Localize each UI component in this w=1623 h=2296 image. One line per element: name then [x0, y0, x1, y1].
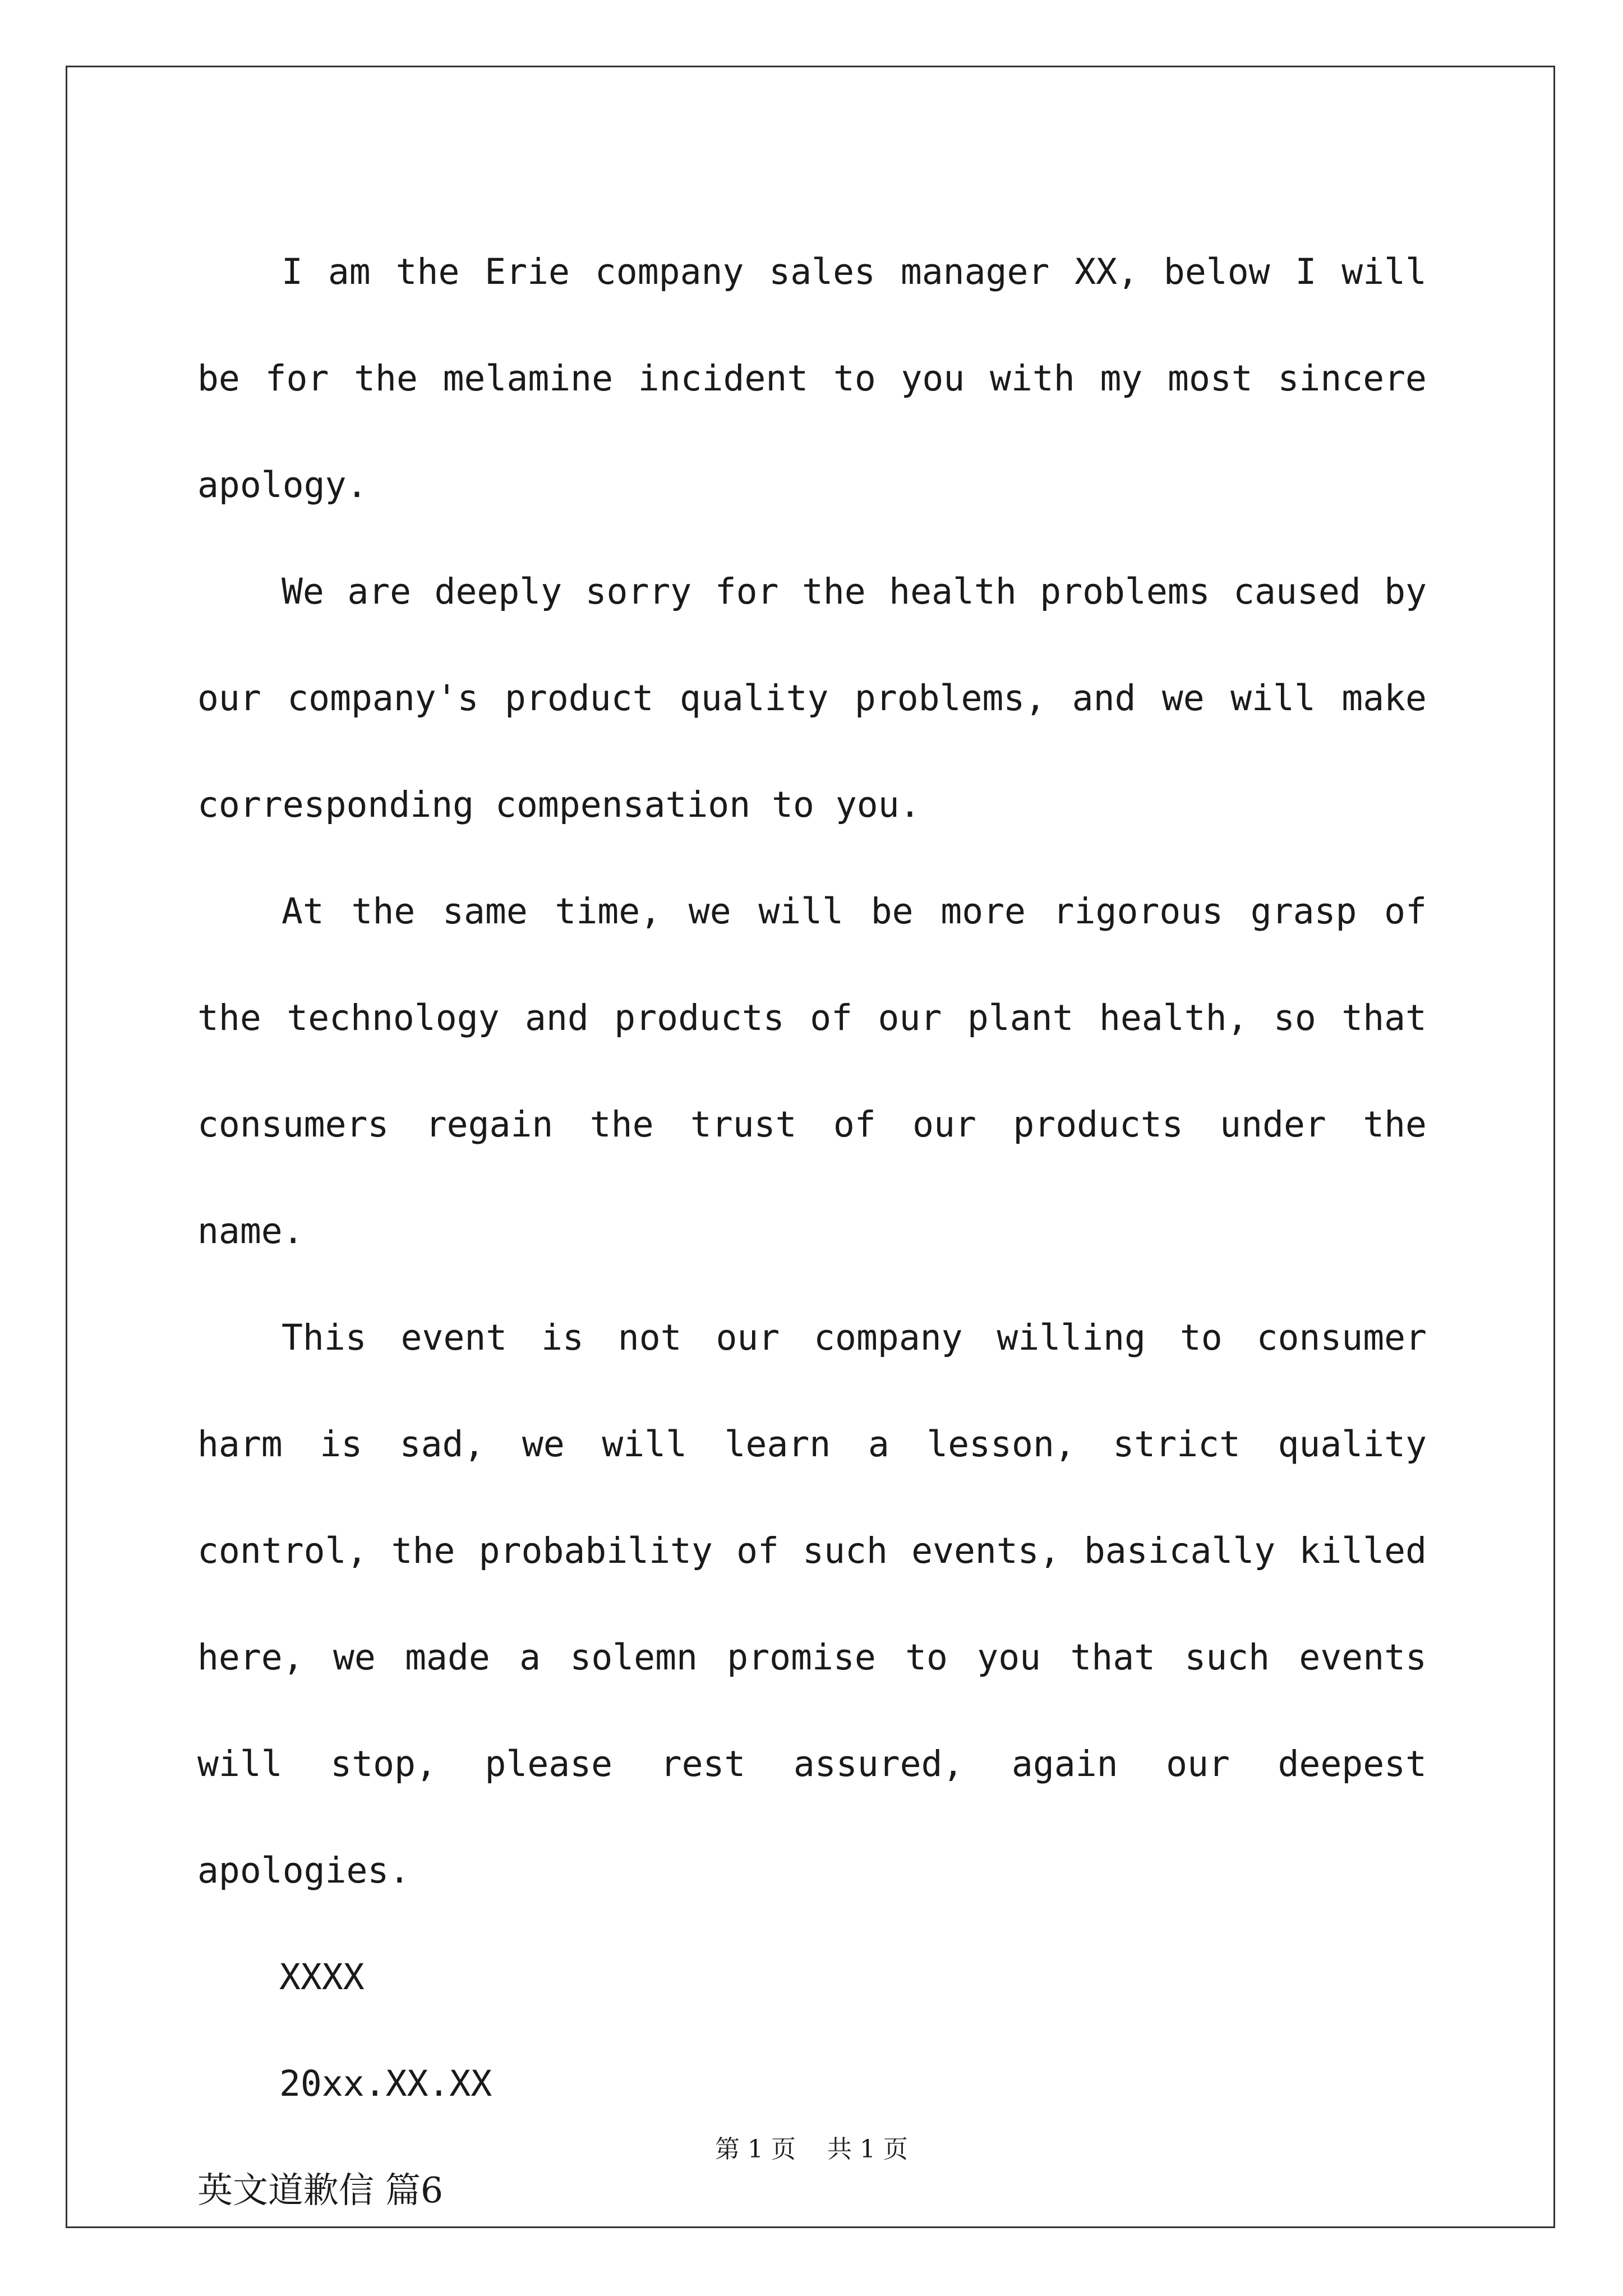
section-heading: 英文道歉信 篇6 — [197, 2170, 444, 2211]
paragraph-1: I am the Erie company sales manager XX, below I will be for the melamine incident to you with my most sincere apology. — [197, 251, 1427, 505]
page-footer — [0, 2129, 1623, 2165]
date: 20xx.XX.XX — [279, 2063, 492, 2104]
page-number: 第 1 页 — [715, 2135, 796, 2164]
paragraph-4: This event is not our company willing to consumer harm is sad, we will learn a lesson, strict quality control, the probability of such events, basically killed here, we made a solemn promise to you that such events will stop, please rest assured, again our deepest apologies. — [197, 1317, 1427, 1891]
paragraph-3: At the same time, we will be more rigorous grasp of the technology and products of our plant health, so that consumers regain the trust of our products under the name. — [197, 891, 1427, 1251]
paragraph-2: We are deeply sorry for the health problems caused by our company's product quality problems, and we will make corresponding compensation to you. — [197, 571, 1427, 825]
letter-body — [197, 219, 1427, 2244]
signature: XXXX — [279, 1957, 365, 1998]
page-total: 共 1 页 — [827, 2135, 908, 2164]
